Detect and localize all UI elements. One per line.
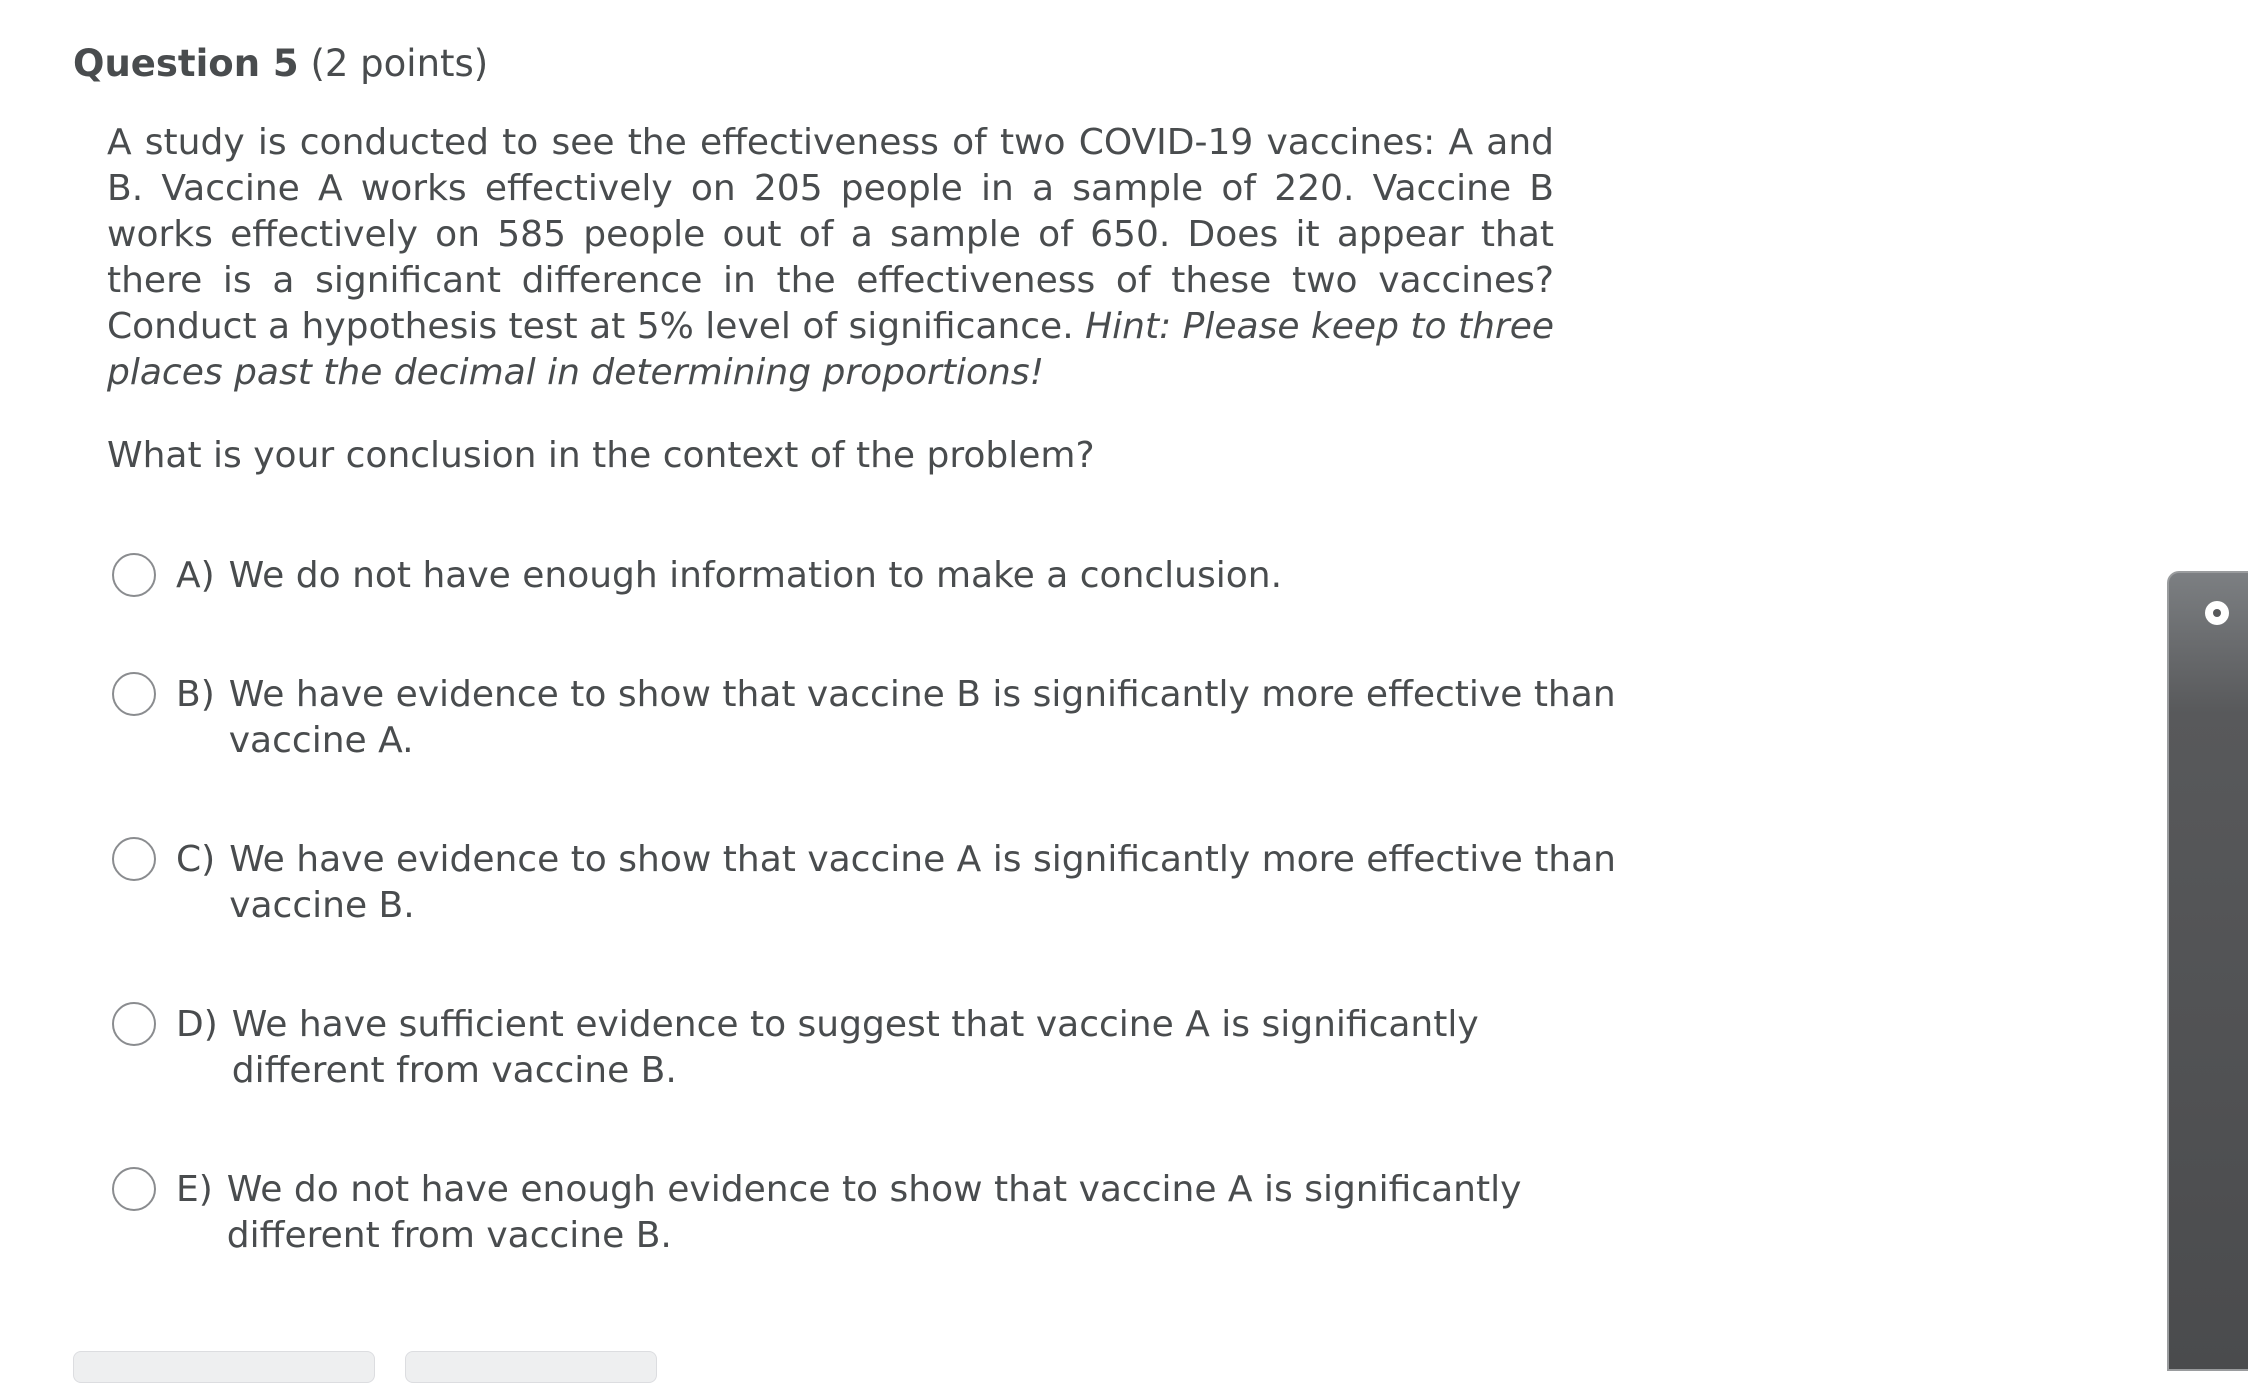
footer-button-1[interactable] — [73, 1351, 375, 1383]
radio-button-a[interactable] — [112, 553, 156, 597]
option-d-letter: D) — [176, 1004, 218, 1045]
radio-button-b[interactable] — [112, 672, 156, 716]
question-label: Question 5 — [73, 42, 299, 85]
question-prompt: What is your conclusion in the context of the problem? — [107, 435, 1095, 476]
question-text: A study is conducted to see the effectiveness of two COVID-19 vaccines: A and B. Vaccine A works effectively on 205 people in a sample of 220. Vaccine B works effectively on 585 people out of a sample of 650. Does it appear that there is a significant difference in the effectiveness of these two vaccines? Conduct a hypothesis test at 5% level of significance. — [107, 122, 1554, 347]
option-d[interactable] — [112, 1002, 1486, 1094]
question-hint: Hint: Please keep to three places past the decimal in determining proportions! — [107, 306, 1554, 393]
question-header — [73, 42, 488, 85]
option-a-letter: A) — [176, 555, 215, 596]
option-e-letter: E) — [176, 1169, 213, 1210]
option-d-text: We have sufficient evidence to suggest that vaccine A is significantly different from vaccine B. — [231, 1004, 1479, 1091]
option-c-text: We have evidence to show that vaccine A is significantly more effective than vaccine B. — [229, 839, 1616, 926]
option-b[interactable] — [112, 672, 1616, 764]
radio-button-c[interactable] — [112, 837, 156, 881]
side-panel[interactable] — [2167, 571, 2248, 1371]
option-e-text: We do not have enough evidence to show that vaccine A is significantly different from vaccine B. — [226, 1169, 1522, 1256]
footer-button-2[interactable] — [405, 1351, 657, 1383]
option-c-letter: C) — [176, 839, 216, 880]
question-body — [107, 120, 1554, 396]
option-a-text: We do not have enough information to make a conclusion. — [228, 555, 1283, 596]
radio-button-d[interactable] — [112, 1002, 156, 1046]
record-icon[interactable] — [2205, 601, 2229, 625]
option-e[interactable] — [112, 1167, 1536, 1259]
option-b-text: We have evidence to show that vaccine B is significantly more effective than vaccine A. — [228, 674, 1616, 761]
option-b-letter: B) — [176, 674, 215, 715]
radio-button-e[interactable] — [112, 1167, 156, 1211]
question-points: (2 points) — [310, 42, 489, 85]
option-c[interactable] — [112, 837, 1616, 929]
option-a[interactable] — [112, 553, 1556, 599]
